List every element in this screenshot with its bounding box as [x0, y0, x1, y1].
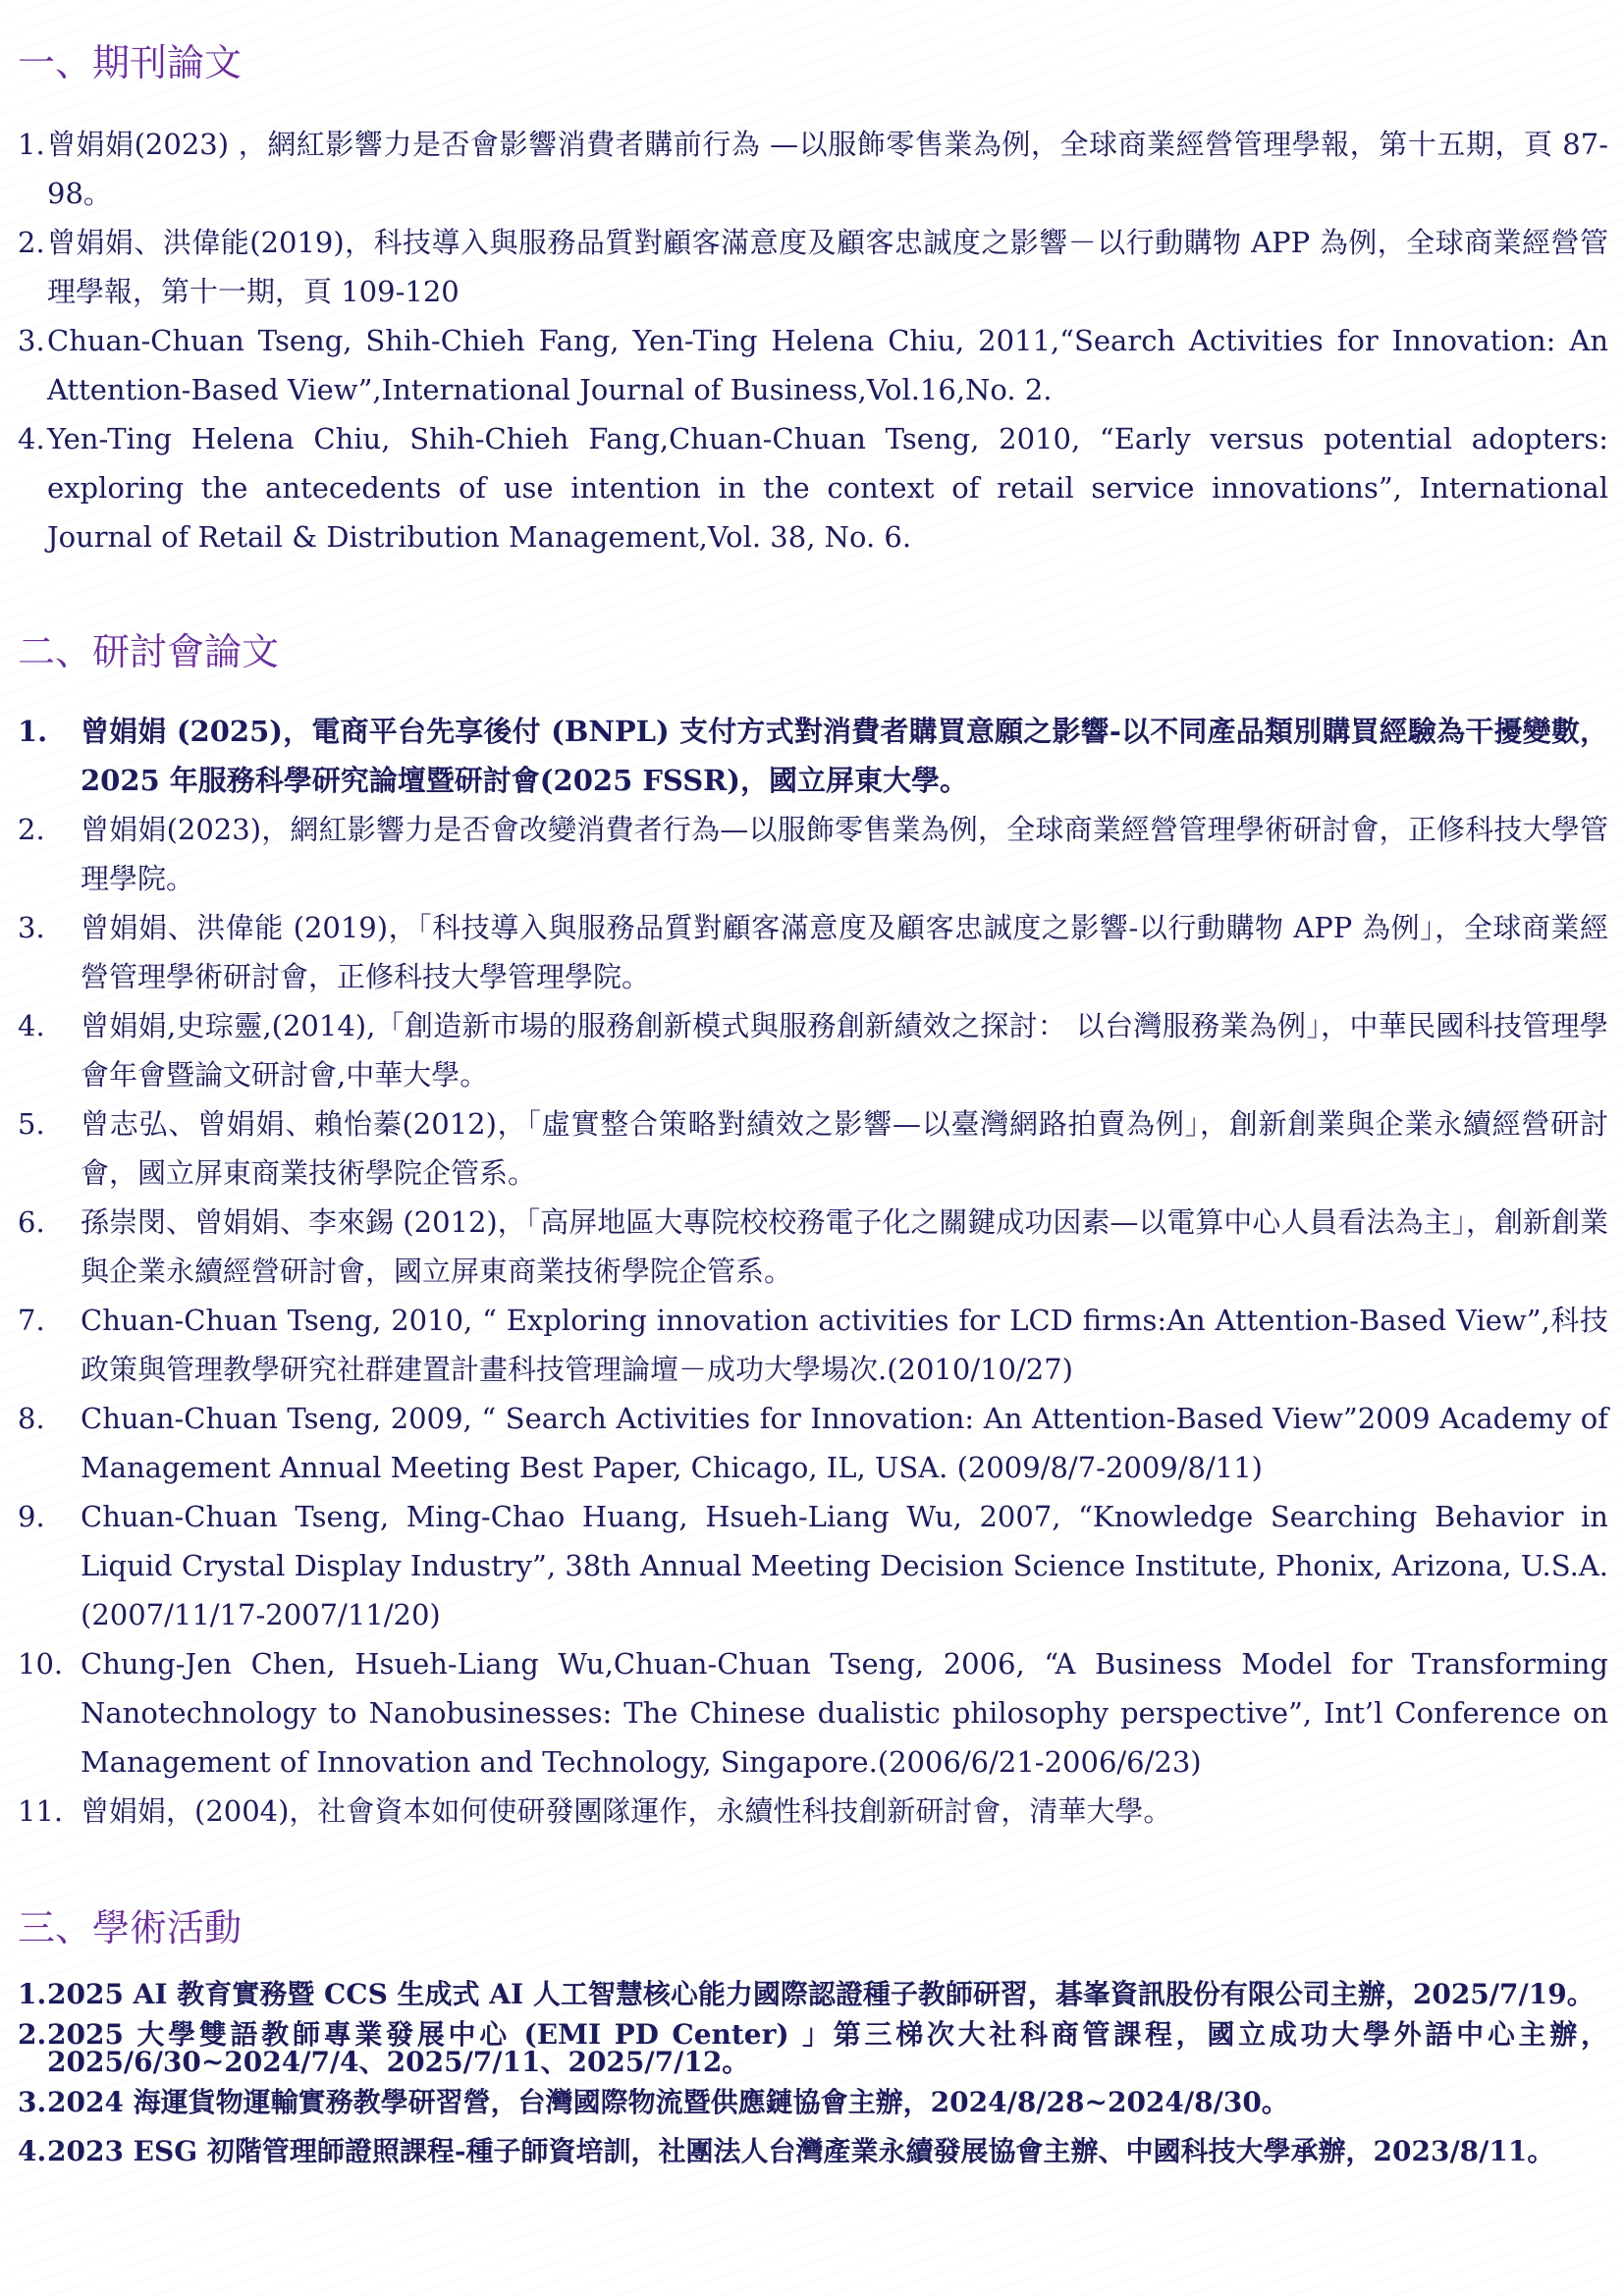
section-conference-papers: [18, 628, 1608, 1836]
list-item: [18, 1978, 1608, 2021]
item-text: Chung-Jen Chen, Hsueh-Liang Wu,Chuan-Chuan Tseng, 2006, “A Business Model for Transforming Nanotechnology to Nanobusinesses: The Chinese dualistic philosophy perspective”, Int’l Conference on Management of Innovation and Technology, Singapore.(2006/6/21-2006/6/23): [81, 1647, 1608, 1779]
item-text: 2024 海運貨物運輸實務教學研習營，台灣國際物流暨供應鏈協會主辦，2024/8/28~2024/8/30。: [47, 2086, 1289, 2118]
item-text: 曾娟娟，(2004)，社會資本如何使研發團隊運作，永續性科技創新研討會，清華大學。: [81, 1794, 1172, 1828]
item-text: 孫崇閔、曾娟娟、李來錫 (2012)，「高屏地區大專院校校務電子化之關鍵成功因素—以電算中心人員看法為主」，創新創業與企業永續經營研討會，國立屏東商業技術學院企管系。: [81, 1205, 1608, 1288]
item-number: 8.: [18, 1402, 45, 1435]
item-number: 7.: [18, 1304, 45, 1337]
list-item: [18, 1394, 1608, 1492]
item-number: 1.: [18, 715, 48, 748]
item-text: 2025 AI 教育實務暨 CCS 生成式 AI 人工智慧核心能力國際認證種子教師研習，碁峯資訊股份有限公司主辦，2025/7/19。: [47, 1978, 1595, 2010]
list-item: [18, 903, 1608, 1001]
item-number: 11.: [18, 1794, 64, 1828]
item-text: Chuan-Chuan Tseng, 2009, “ Search Activities for Innovation: An Attention-Based View”2009 Academy of Management Annual Meeting Best Paper, Chicago, IL, USA. (2009/8/7-2009/8/11): [81, 1402, 1608, 1484]
list-item: [18, 120, 1608, 218]
item-text: Chuan-Chuan Tseng, 2010, “ Exploring innovation activities for LCD firms:An Attention-Based View”,科技政策與管理教學研究社群建置計畫科技管理論壇－成功大學場次.(2010/10/27): [81, 1304, 1608, 1386]
list-item: [18, 414, 1608, 561]
list-item: [18, 805, 1608, 903]
item-text: 曾娟娟、洪偉能(2019)，科技導入與服務品質對顧客滿意度及顧客忠誠度之影響－以行動購物 APP 為例，全球商業經營管理學報，第十一期，頁 109-120: [47, 226, 1608, 308]
list-item: [18, 218, 1608, 316]
item-text: 曾娟娟 (2025)，電商平台先享後付 (BNPL) 支付方式對消費者購買意願之影響-以不同產品類別購買經驗為干擾變數，2025 年服務科學研究論壇暨研討會(2025 FSSR)，國立屏東大學。: [81, 715, 1608, 797]
item-number: 6.: [18, 1205, 45, 1239]
item-number: 2.: [18, 226, 45, 259]
conference-list: [18, 707, 1608, 1836]
item-number: 1.: [18, 1978, 47, 2010]
item-text: Yen-Ting Helena Chiu, Shih-Chieh Fang,Chuan-Chuan Tseng, 2010, “Early versus potential adopters: exploring the antecedents of use intention in the context of retail service innovations”, International Journal of Retail & Distribution Management,Vol. 38, No. 6.: [47, 422, 1608, 554]
item-number: 4.: [18, 1009, 45, 1042]
item-text: Chuan-Chuan Tseng, Shih-Chieh Fang, Yen-Ting Helena Chiu, 2011,“Search Activities for Innovation: An Attention-Based View”,International Journal of Business,Vol.16,No. 2.: [47, 324, 1608, 406]
item-text: 2023 ESG 初階管理師證照課程-種子師資培訓，社團法人台灣產業永續發展協會主辦、中國科技大學承辦，2023/8/11。: [47, 2135, 1555, 2167]
item-text: 曾娟娟,史琮靈,(2014),「創造新市場的服務創新模式與服務創新績效之探討： 以台灣服務業為例」，中華民國科技管理學會年會暨論文研討會,中華大學。: [81, 1009, 1608, 1092]
activities-list: [18, 1978, 1608, 2187]
list-item: [18, 707, 1608, 805]
item-number: 3.: [18, 324, 45, 357]
item-number: 2.: [18, 813, 45, 846]
list-item: [18, 1099, 1608, 1198]
item-number: 4.: [18, 2135, 47, 2167]
item-text: 曾娟娟(2023)，網紅影響力是否會改變消費者行為—以服飾零售業為例，全球商業經營管理學術研討會，正修科技大學管理學院。: [81, 813, 1608, 895]
list-item: [18, 2086, 1608, 2129]
item-text: 曾娟娟(2023) ，網紅影響力是否會影響消費者購前行為 —以服飾零售業為例，全球商業經營管理學報，第十五期，頁 87-98。: [47, 128, 1608, 210]
item-text: 曾志弘、曾娟娟、賴怡蓁(2012)，「虛實整合策略對績效之影響—以臺灣網路拍賣為例」，創新創業與企業永續經營研討會，國立屏東商業技術學院企管系。: [81, 1107, 1608, 1190]
item-number: 2.: [18, 2018, 47, 2051]
list-item: [18, 1001, 1608, 1099]
list-item: [18, 2129, 1608, 2187]
section-title: 二、研討會論文: [18, 630, 280, 673]
section-academic-activities: [18, 1904, 1608, 2187]
section-title: 一、期刊論文: [18, 41, 243, 84]
item-number: 1.: [18, 128, 45, 161]
list-item: [18, 1492, 1608, 1639]
list-item: [18, 1198, 1608, 1296]
list-item: [18, 316, 1608, 414]
section-journal-papers: [18, 39, 1608, 561]
item-text: 曾娟娟、洪偉能 (2019)，「科技導入與服務品質對顧客滿意度及顧客忠誠度之影響-以行動購物 APP 為例」，全球商業經營管理學術研討會，正修科技大學管理學院。: [81, 911, 1608, 993]
item-text: 2025 大學雙語教師專業發展中心 (EMI PD Center) 」第三梯次大社科商管課程，國立成功大學外語中心主辦，2025/6/30~2024/7/4、2025/7/11、2025/7/12。: [47, 2018, 1608, 2078]
item-number: 3.: [18, 2086, 47, 2118]
section-title: 三、學術活動: [18, 1906, 243, 1949]
list-item: [18, 1639, 1608, 1787]
item-text: Chuan-Chuan Tseng, Ming-Chao Huang, Hsueh-Liang Wu, 2007, “Knowledge Searching Behavior in Liquid Crystal Display Industry”, 38th Annual Meeting Decision Science Institute, Phonix, Arizona, U.S.A. (2007/11/17-2007/11/20): [81, 1500, 1608, 1631]
list-item: [18, 1296, 1608, 1394]
item-number: 9.: [18, 1500, 45, 1533]
item-number: 10.: [18, 1647, 64, 1681]
journal-list: [18, 120, 1608, 561]
item-number: 3.: [18, 911, 45, 944]
item-number: 5.: [18, 1107, 45, 1141]
item-number: 4.: [18, 422, 45, 455]
list-item: [18, 1787, 1608, 1836]
list-item: [18, 2018, 1608, 2089]
